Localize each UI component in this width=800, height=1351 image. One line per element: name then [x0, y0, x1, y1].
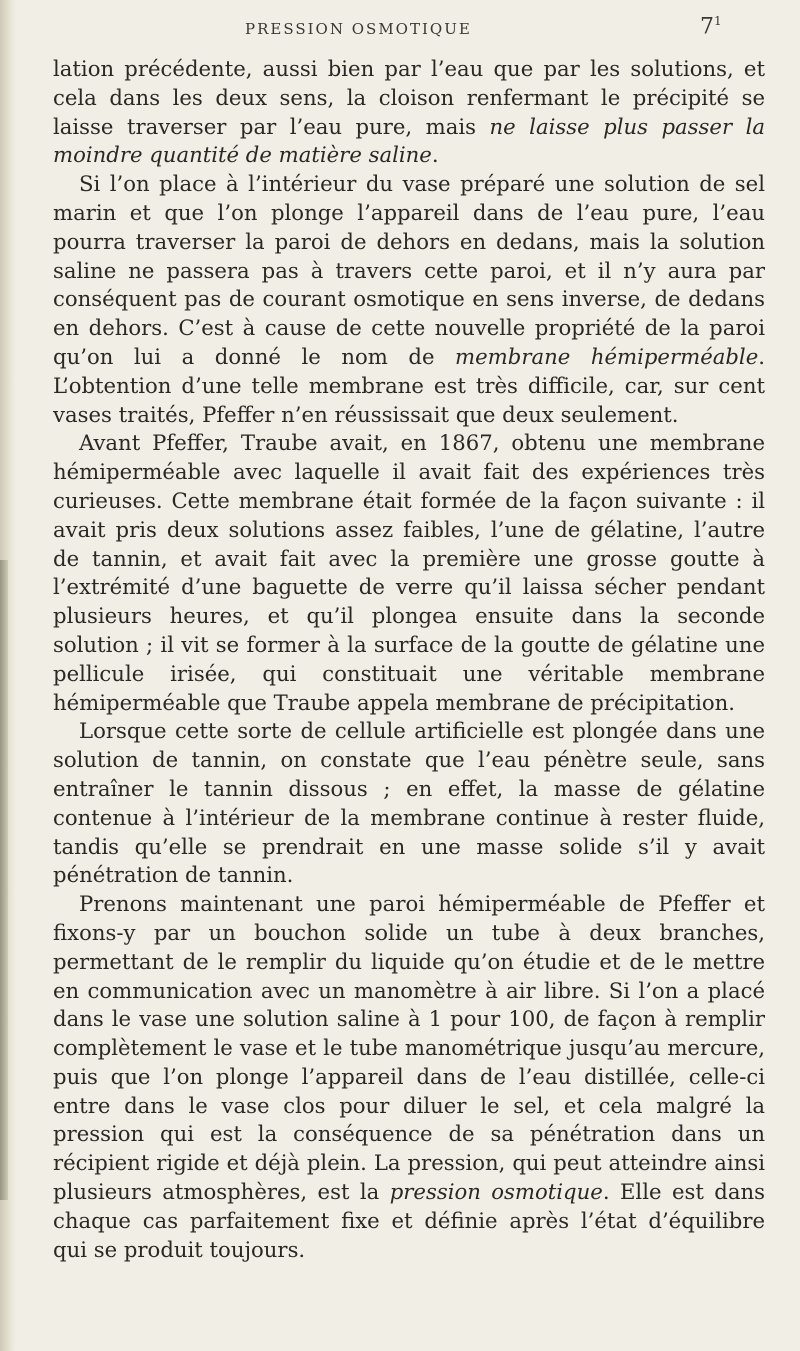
italic-run: ne laisse plus passer la moindre quantité de matière saline [53, 113, 765, 168]
text-run: Lorsque cette sorte de cellule artificielle est plongée dans une solution de tannin, on constate que l’eau pénètre seule, sans entraîner le tannin dissous ; en effet, la masse de gélatine contenue à l’intérieur de la membrane continue à rester fluide, tandis qu’elle se prendrait en une masse solide s’il y avait pénétration de tannin. [53, 718, 765, 888]
text-run: Si l’on place à l’intérieur du vase préparé une solution de sel marin et que l’on plonge l’appareil dans de l’eau pure, l’eau pourra traverser la paroi de dehors en dedans, mais la solution saline ne passera pas à travers cette paroi, et il n’y aura par conséquent pas de courant osmotique en sens inverse, de dedans en dehors. C’est à cause de cette nouvelle propriété de la paroi qu’on lui a donné le nom de [53, 171, 765, 369]
page-number-main: 7 [700, 14, 714, 40]
text-run: . L’obtention d’une telle membrane est très difficile, car, sur cent vases traités, Pfeffer n’en réussissait que deux seulement. [53, 343, 765, 427]
italic-run: membrane hémiperméable [455, 343, 759, 369]
paragraph [53, 170, 765, 429]
body-text [53, 55, 765, 1264]
paragraph [53, 429, 765, 717]
page-header [0, 12, 800, 42]
italic-run: pression osmotique [389, 1179, 603, 1205]
page-number [700, 14, 722, 39]
text-run: Prenons maintenant une paroi hémiperméable de Pfeffer et fixons-y par un bouchon solide un tube à deux branches, permettant de le remplir du liquide qu’on étudie et de le mettre en communication avec un manomètre à air libre. Si l’on a placé dans le vase une solution saline à 1 pour 100, de façon à remplir complètement le vase et le tube manométrique jusqu’au mercure, puis que l’on plonge l’appareil dans de l’eau distillée, celle-ci entre dans le vase clos pour diluer le sel, et cela malgré la pression qui est la conséquence de sa pénétration dans un récipient rigide et déjà plein. La pression, qui peut atteindre ainsi plusieurs atmosphères, est la [53, 891, 765, 1205]
paragraph [53, 890, 765, 1264]
paragraph [53, 717, 765, 890]
text-run: lation précédente, aussi bien par l’eau que par les solutions, et cela dans les deux sens, la cloison renfermant le précipité se laisse traverser par l’eau pure, mais [53, 56, 765, 139]
paragraph [53, 55, 765, 170]
text-run: . [431, 142, 439, 168]
page-edge-shadow [0, 560, 8, 1200]
page-number-superscript: 1 [714, 14, 722, 28]
text-run: . Elle est dans chaque cas parfaitement fixe et définie après l’état d’équilibre qui se produit toujours. [53, 1179, 766, 1262]
text-run: Avant Pfeffer, Traube avait, en 1867, obtenu une membrane hémiperméable avec laquelle il avait fait des expériences très curieuses. Cette membrane était formée de la façon suivante : il avait pris deux solutions assez faibles, l’une de gélatine, l’autre de tannin, et avait fait avec la première une grosse goutte à l’extrémité d’une baguette de verre qu’il laissa sécher pendant plusieurs heures, et qu’il plongea ensuite dans la seconde solution ; il vit se former à la surface de la goutte de gélatine une pellicule irisée, qui constituait une véritable membrane hémiperméable que Traube appela membrane de précipitation. [53, 430, 765, 715]
running-title: PRESSION OSMOTIQUE [245, 20, 472, 38]
